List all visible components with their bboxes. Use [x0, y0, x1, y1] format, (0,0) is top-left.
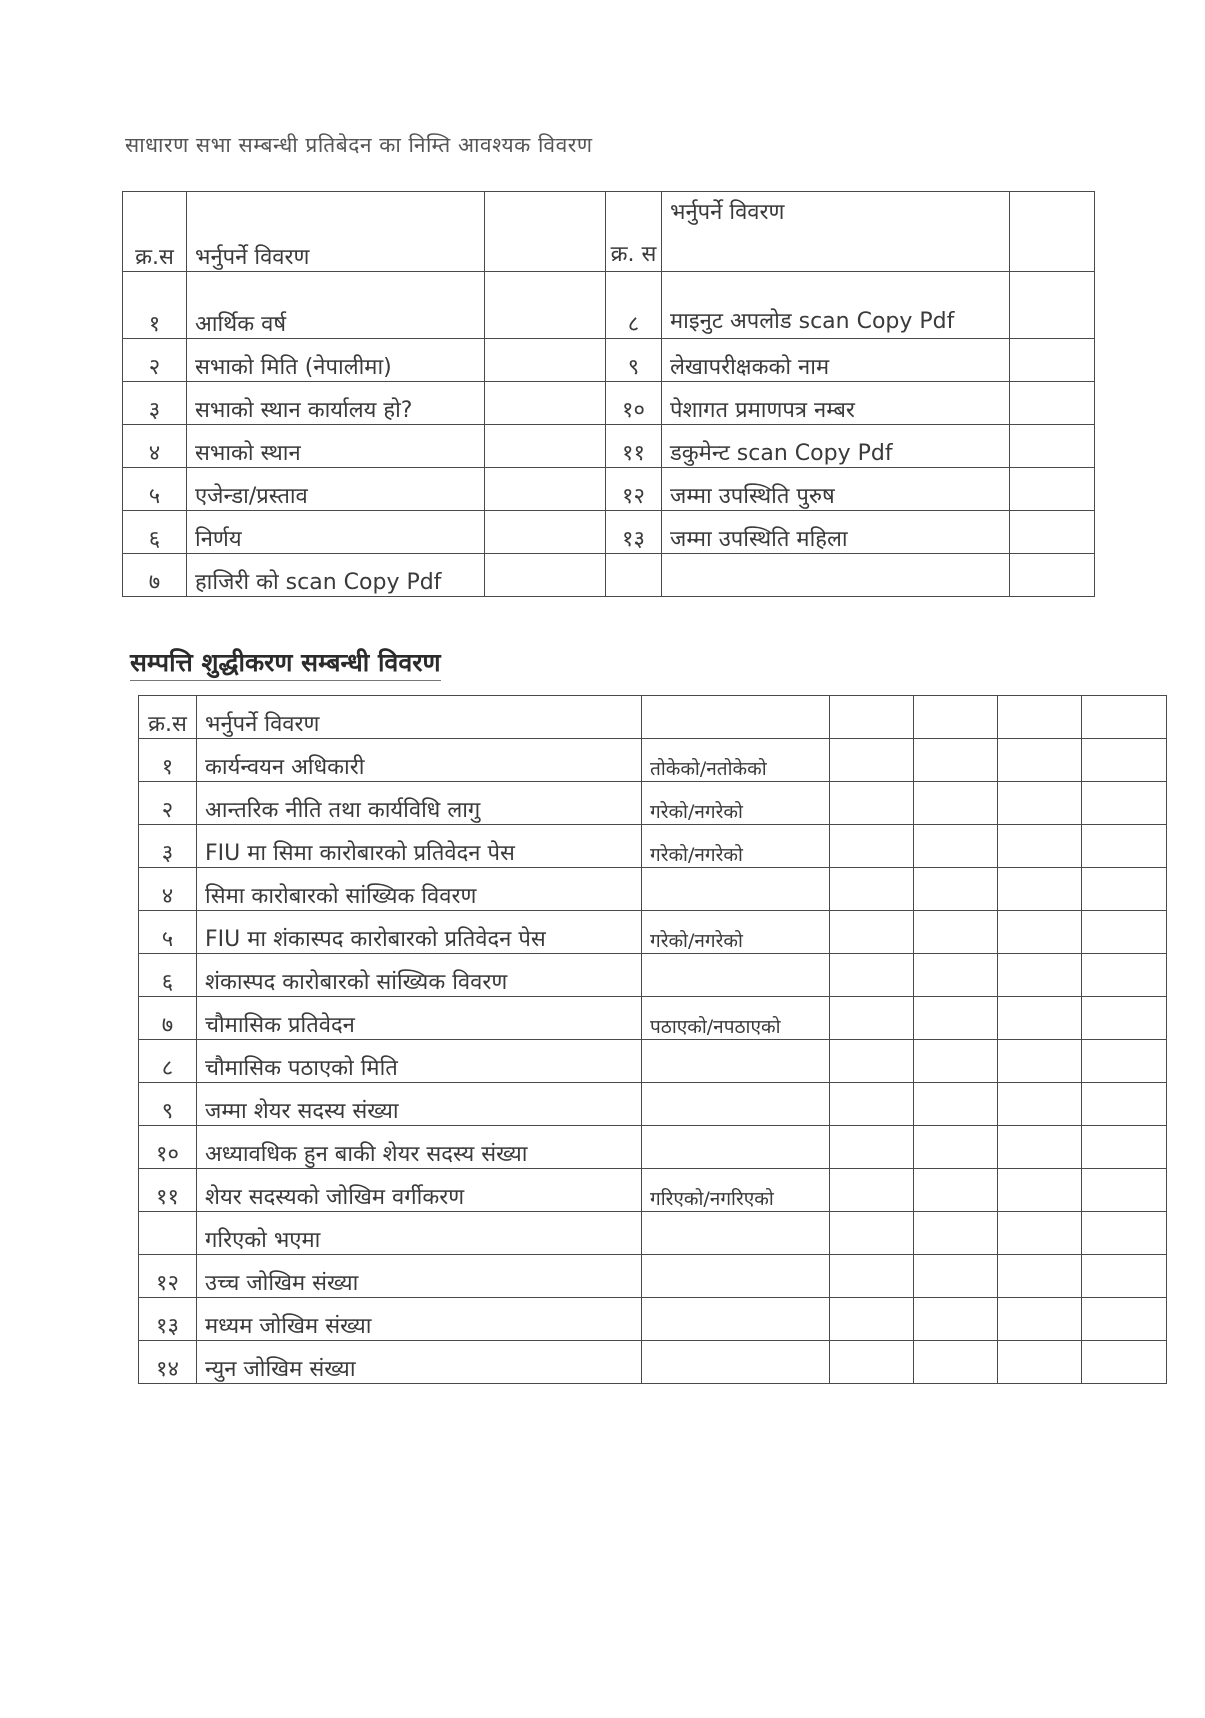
sn-header: क्र.स [139, 696, 197, 739]
row-option [642, 868, 830, 911]
row-detail: शंकास्पद कारोबारको सांख्यिक विवरण [197, 954, 642, 997]
row-option [642, 1298, 830, 1341]
table-row [139, 1083, 1167, 1126]
row-detail: सभाको स्थान [187, 425, 485, 468]
empty-cell [830, 1083, 914, 1126]
row-detail: आन्तरिक नीति तथा कार्यविधि लागु [197, 782, 642, 825]
money-laundering-table [138, 695, 1167, 1384]
empty-cell [998, 782, 1082, 825]
row-detail: गरिएको भएमा [197, 1212, 642, 1255]
table-row [139, 1255, 1167, 1298]
empty-cell [914, 1298, 998, 1341]
empty-cell [1010, 339, 1095, 382]
empty-cell [830, 696, 914, 739]
row-option: तोकेको/नतोकेको [642, 739, 830, 782]
empty-cell [998, 1298, 1082, 1341]
empty-cell [1082, 1083, 1167, 1126]
table-row [139, 997, 1167, 1040]
empty-cell [998, 1169, 1082, 1212]
detail-header: भर्नुपर्ने विवरण [187, 192, 485, 272]
row-number: ११ [139, 1169, 197, 1212]
section2-title: सम्पत्ति शुद्धीकरण सम्बन्धी विवरण [130, 645, 441, 681]
empty-cell [485, 382, 606, 425]
row-number: १४ [139, 1341, 197, 1384]
row-detail: पेशागत प्रमाणपत्र नम्बर [662, 382, 1010, 425]
empty-cell [830, 1040, 914, 1083]
empty-cell [1010, 192, 1095, 272]
empty-cell [914, 1040, 998, 1083]
table-row [139, 1341, 1167, 1384]
table-row [139, 1040, 1167, 1083]
row-number: ३ [123, 382, 187, 425]
empty-cell [914, 696, 998, 739]
row-number: ७ [123, 554, 187, 597]
table-row [139, 954, 1167, 997]
row-option [642, 1341, 830, 1384]
empty-cell [914, 1126, 998, 1169]
row-detail: हाजिरी को scan Copy Pdf [187, 554, 485, 597]
row-option: गरिएको/नगरिएको [642, 1169, 830, 1212]
empty-cell [830, 825, 914, 868]
empty-cell [1082, 739, 1167, 782]
row-detail: अध्यावधिक हुन बाकी शेयर सदस्य संख्या [197, 1126, 642, 1169]
empty-cell [1082, 1298, 1167, 1341]
empty-cell [830, 1126, 914, 1169]
row-option: गरेको/नगरेको [642, 782, 830, 825]
empty-cell [830, 1169, 914, 1212]
empty-cell [1082, 1212, 1167, 1255]
row-detail: जम्मा उपस्थिति पुरुष [662, 468, 1010, 511]
row-option: गरेको/नगरेको [642, 825, 830, 868]
row-option [642, 1212, 830, 1255]
table-row [139, 868, 1167, 911]
empty-cell [914, 739, 998, 782]
empty-cell [998, 1255, 1082, 1298]
row-number: ३ [139, 825, 197, 868]
empty-cell [1010, 382, 1095, 425]
empty-cell [830, 782, 914, 825]
row-detail: उच्च जोखिम संख्या [197, 1255, 642, 1298]
empty-cell [485, 468, 606, 511]
empty-cell [998, 825, 1082, 868]
empty-cell [998, 911, 1082, 954]
row-number: ११ [606, 425, 662, 468]
empty-cell [998, 1040, 1082, 1083]
row-number: १२ [606, 468, 662, 511]
empty-cell [1082, 911, 1167, 954]
empty-cell [1010, 511, 1095, 554]
empty-cell [1010, 468, 1095, 511]
empty-cell [914, 997, 998, 1040]
empty-cell [1082, 782, 1167, 825]
general-assembly-table [122, 191, 1095, 597]
sn-header: क्र.स [123, 192, 187, 272]
table-row [139, 1298, 1167, 1341]
row-detail: चौमासिक प्रतिवेदन [197, 997, 642, 1040]
empty-cell [914, 911, 998, 954]
row-option [642, 954, 830, 997]
table-row [123, 425, 1095, 468]
empty-cell [998, 696, 1082, 739]
empty-cell [485, 192, 606, 272]
row-number: १३ [139, 1298, 197, 1341]
row-detail: एजेन्डा/प्रस्ताव [187, 468, 485, 511]
empty-cell [485, 511, 606, 554]
row-detail: जम्मा उपस्थिति महिला [662, 511, 1010, 554]
empty-cell [485, 425, 606, 468]
row-detail: आर्थिक वर्ष [187, 272, 485, 339]
empty-cell [914, 868, 998, 911]
table-row [123, 554, 1095, 597]
table-header-row [123, 192, 1095, 272]
row-detail: FIU मा शंकास्पद कारोबारको प्रतिवेदन पेस [197, 911, 642, 954]
table-row [139, 1212, 1167, 1255]
empty-cell [1082, 1341, 1167, 1384]
empty-cell [1082, 868, 1167, 911]
row-detail: डकुमेन्ट scan Copy Pdf [662, 425, 1010, 468]
row-number: २ [123, 339, 187, 382]
row-number: ९ [139, 1083, 197, 1126]
table-row [139, 825, 1167, 868]
row-number: १२ [139, 1255, 197, 1298]
row-number: ४ [139, 868, 197, 911]
empty-cell [1082, 1255, 1167, 1298]
row-option [642, 1255, 830, 1298]
empty-cell [998, 1083, 1082, 1126]
empty-cell [830, 954, 914, 997]
table-row [139, 782, 1167, 825]
row-detail: माइनुट अपलोड scan Copy Pdf [662, 272, 1010, 339]
empty-cell [998, 1126, 1082, 1169]
row-number: ९ [606, 339, 662, 382]
empty-cell [914, 1169, 998, 1212]
empty-cell [998, 954, 1082, 997]
empty-cell [914, 1341, 998, 1384]
table-row [139, 739, 1167, 782]
empty-cell [914, 782, 998, 825]
row-number: ८ [139, 1040, 197, 1083]
empty-cell [1082, 954, 1167, 997]
row-detail: निर्णय [187, 511, 485, 554]
empty-cell [1082, 1126, 1167, 1169]
table-row [139, 911, 1167, 954]
row-number: १० [139, 1126, 197, 1169]
empty-cell [1010, 554, 1095, 597]
empty-cell [830, 1212, 914, 1255]
empty-cell [914, 1255, 998, 1298]
empty-cell [1082, 825, 1167, 868]
row-detail [662, 554, 1010, 597]
table-row [123, 272, 1095, 339]
table-row [123, 382, 1095, 425]
empty-cell [830, 911, 914, 954]
table-row [123, 339, 1095, 382]
empty-cell [830, 739, 914, 782]
empty-cell [1082, 1169, 1167, 1212]
empty-cell [1082, 997, 1167, 1040]
row-option: गरेको/नगरेको [642, 911, 830, 954]
empty-cell [998, 739, 1082, 782]
sn2-header: क्र. स [606, 192, 662, 272]
row-detail: सिमा कारोबारको सांख्यिक विवरण [197, 868, 642, 911]
empty-cell [914, 825, 998, 868]
empty-cell [642, 696, 830, 739]
empty-cell [830, 1255, 914, 1298]
row-number: ५ [139, 911, 197, 954]
row-number: ८ [606, 272, 662, 339]
table-row [123, 468, 1095, 511]
section1-title: साधारण सभा सम्बन्धी प्रतिबेदन का निम्ति आवश्यक विवरण [125, 133, 593, 157]
empty-cell [830, 1341, 914, 1384]
row-number: १० [606, 382, 662, 425]
row-option [642, 1040, 830, 1083]
row-number: ४ [123, 425, 187, 468]
table-row [139, 1169, 1167, 1212]
row-number: ६ [123, 511, 187, 554]
empty-cell [998, 1341, 1082, 1384]
row-number: ५ [123, 468, 187, 511]
row-number: ७ [139, 997, 197, 1040]
empty-cell [485, 554, 606, 597]
row-detail: चौमासिक पठाएको मिति [197, 1040, 642, 1083]
empty-cell [998, 997, 1082, 1040]
empty-cell [914, 1083, 998, 1126]
empty-cell [485, 339, 606, 382]
row-option [642, 1126, 830, 1169]
row-option [642, 1083, 830, 1126]
row-detail: FIU मा सिमा कारोबारको प्रतिवेदन पेस [197, 825, 642, 868]
row-detail: लेखापरीक्षकको नाम [662, 339, 1010, 382]
row-detail: सभाको मिति (नेपालीमा) [187, 339, 485, 382]
table-row [139, 1126, 1167, 1169]
row-number: २ [139, 782, 197, 825]
table-header-row [139, 696, 1167, 739]
row-number: १ [139, 739, 197, 782]
empty-cell [998, 868, 1082, 911]
empty-cell [830, 1298, 914, 1341]
row-number: ६ [139, 954, 197, 997]
empty-cell [998, 1212, 1082, 1255]
detail2-header: भर्नुपर्ने विवरण [662, 192, 1010, 272]
empty-cell [914, 1212, 998, 1255]
row-detail: मध्यम जोखिम संख्या [197, 1298, 642, 1341]
row-option: पठाएको/नपठाएको [642, 997, 830, 1040]
row-number: १ [123, 272, 187, 339]
empty-cell [914, 954, 998, 997]
empty-cell [1010, 425, 1095, 468]
empty-cell [1010, 272, 1095, 339]
row-detail: जम्मा शेयर सदस्य संख्या [197, 1083, 642, 1126]
row-detail: शेयर सदस्यको जोखिम वर्गीकरण [197, 1169, 642, 1212]
empty-cell [830, 997, 914, 1040]
empty-cell [1082, 1040, 1167, 1083]
empty-cell [1082, 696, 1167, 739]
detail-header: भर्नुपर्ने विवरण [197, 696, 642, 739]
empty-cell [830, 868, 914, 911]
empty-cell [485, 272, 606, 339]
row-detail: न्युन जोखिम संख्या [197, 1341, 642, 1384]
row-detail: सभाको स्थान कार्यालय हो? [187, 382, 485, 425]
row-number: १३ [606, 511, 662, 554]
table-row [123, 511, 1095, 554]
row-number [606, 554, 662, 597]
row-detail: कार्यन्वयन अधिकारी [197, 739, 642, 782]
row-number [139, 1212, 197, 1255]
